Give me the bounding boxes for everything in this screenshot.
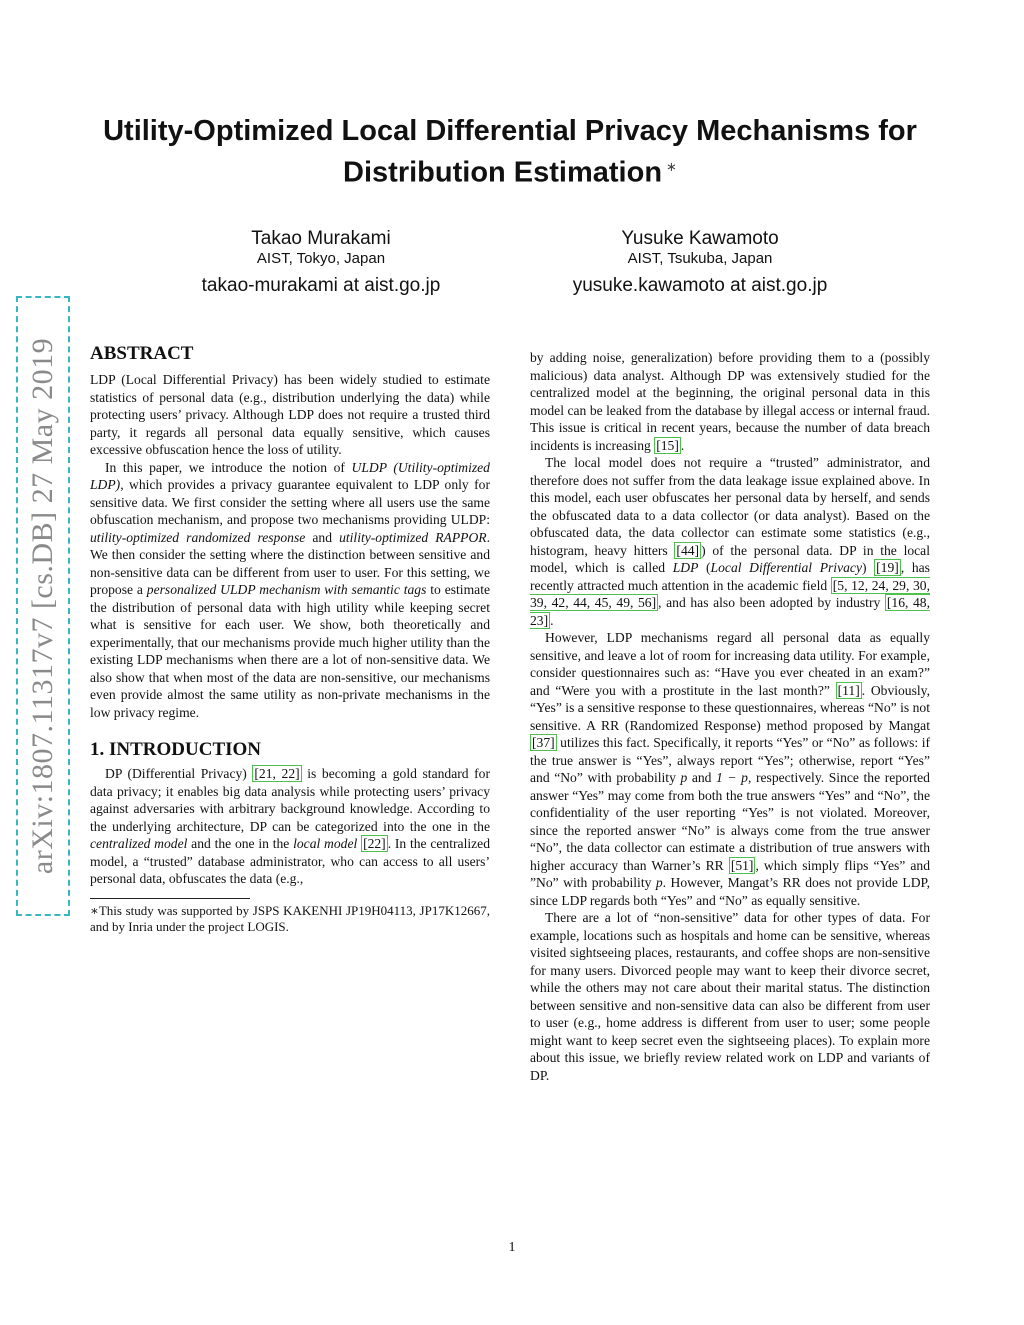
right-paragraph-4: There are a lot of “non-sensitive” data for other types of data. For example, locations such as hospitals and home can be sensitive, whereas visited sightseeing places, restaurants, and coffee shops are non-sensitive for many users. Divorced people may want to keep their divorce secret, while the others may not care about their marital status. The distinction between sensitive and non-sensitive data can also be different from user to user (e.g., home address is different from user to user; some people might want to keep secret even the sightseeing places). To explain more about this issue, we briefly review related work on LDP and variants of DP.	[530, 910, 930, 1083]
arxiv-stamp	[16, 296, 70, 916]
abstract-paragraph-2: In this paper, we introduce the notion of ULDP (Utility-optimized LDP), which provides a privacy guarantee equivalent to LDP only for sensitive data. We first consider the setting where all users use the same obfuscation mechanism, and propose two mechanisms providing ULDP: utility-optimized randomized response and utility-optimized RAPPOR. We then consider the setting where the distinction between sensitive and non-sensitive data can be different from user to user. For this setting, we propose a personalized ULDP mechanism with semantic tags to estimate the distribution of personal data with high utility while keeping secret what is sensitive for each user. We show, both theoretically and experimentally, that our mechanisms provide much higher utility than the existing LDP mechanisms when there are a lot of non-sensitive data. We also show that when most of the data are non-sensitive, our mechanisms even provide almost the same utility as non-private mechanisms in the low privacy regime.	[90, 459, 490, 720]
citation-link[interactable]: [21, 22]	[254, 766, 300, 781]
citation-link[interactable]: [15]	[656, 437, 679, 453]
page-number: 1	[508, 1240, 516, 1255]
right-column	[530, 349, 930, 1084]
citation-link[interactable]: [51]	[730, 857, 754, 873]
citation-link[interactable]: [19]	[876, 560, 899, 575]
author-email: takao-murakami at aist.go.jp	[201, 275, 441, 296]
footnote	[90, 898, 490, 935]
citation-link[interactable]: [5, 12, 24, 29, 30, 39, 42, 44, 45, 49, 56]	[530, 577, 930, 610]
left-column	[90, 343, 490, 935]
title-footnote-mark: ∗	[666, 159, 677, 174]
right-paragraph-3: However, LDP mechanisms regard all personal data as equally sensitive, and leave a lot of room for increasing data utility. For example, consider questionnaires such as: “Have you ever cheated in an exam?” and “Were you with a prostitute in the last month?” [11] . Obviously, “Yes” is a sensitive response to these questionnaires, whereas “No” is not sensitive. A RR (Randomized Response) method proposed by Mangat [37] utilizes this fact. Specifically, it reports “Yes” or “No” as follows: if the true answer is “Yes”, always report “Yes”; otherwise, report “Yes” and “No” with probability p and 1 − p, respectively. Since the reported answer “Yes” may come from both the true answers “Yes” and “No”, the confidentiality of the user reporting “Yes” is not violated. Moreover, since the reported answer “No” is always come from the true answer “No”, the data collector can estimate a distribution of true answers with higher accuracy than Warner’s RR [51] , which simply flips “Yes” and ”No” with probability p. However, Mangat’s RR does not provide LDP, since LDP regards both “Yes” and “No” as equally sensitive.	[530, 630, 931, 908]
author-name: Yusuke Kawamoto	[621, 228, 779, 249]
introduction-heading: 1. INTRODUCTION	[90, 739, 262, 760]
citation-link[interactable]: [11]	[837, 682, 860, 698]
title-line-1: Utility-Optimized Local Differential Privacy Mechanisms for	[103, 115, 917, 147]
footnote-text: ∗This study was supported by JSPS KAKENHI JP19H04113, JP17K12667, and by Inria under the project LOGIS.	[90, 902, 490, 934]
author-block-2	[550, 228, 850, 298]
right-paragraph-1: by adding noise, generalization) before providing them to a (possibly malicious) data analyst. Although DP was extensively studied for the centralized model at the beginning, the original personal data in this model can be leaked from the database by illegal access or internal fraud. This issue is critical in recent years, because the number of data breach incidents is increasing [15] .	[530, 350, 930, 453]
citation-link[interactable]: [37]	[532, 735, 555, 750]
intro-paragraph-1: DP (Differential Privacy) [21, 22] is becoming a gold standard for data privacy; it enables big data analysis while protecting users’ privacy against adversaries with arbitrary background knowledge. According to the underlying architecture, DP can be categorized into the one in the centralized model and the one in the local model [22] . In the centralized model, a “trusted” database administrator, who can access to all users’ personal data, obfuscates the data (e.g.,	[90, 766, 491, 886]
title-line-2: Distribution Estimation	[343, 156, 663, 189]
citation-link[interactable]: [44]	[676, 542, 700, 558]
author-name: Takao Murakami	[251, 228, 391, 249]
author-email: yusuke.kawamoto at aist.go.jp	[572, 275, 828, 296]
author-affiliation: AIST, Tokyo, Japan	[256, 250, 386, 267]
abstract-paragraph-1: LDP (Local Differential Privacy) has been widely studied to estimate statistics of personal data (e.g., distribution underlying the data) while protecting users’ privacy. Although LDP does not require a trusted third party, it regards all personal data equally sensitive, which causes excessive obfuscation hence the loss of utility.	[90, 372, 490, 457]
citation-link[interactable]: [16, 48, 23]	[530, 595, 930, 628]
author-affiliation: AIST, Tsukuba, Japan	[627, 250, 773, 267]
author-block-1	[171, 228, 471, 298]
paper-title	[60, 114, 960, 191]
abstract-heading: ABSTRACT	[90, 343, 194, 364]
footnote-rule	[90, 898, 250, 899]
citation-link[interactable]: [22]	[363, 836, 386, 851]
arxiv-identifier: arXiv:1807.11317v7 [cs.DB] 27 May 2019	[26, 337, 59, 875]
right-paragraph-2: The local model does not require a “trusted” administrator, and therefore does not suffer from the data leakage issue explained above. In this model, each user obfuscates her personal data by herself, and sends the obfuscated data to a data collector (or data analyst). Based on the obfuscated data, the data collector can estimate some statistics (e.g., histogram, heavy hitters [44] ) of the personal data. DP in the local model, which is called LDP (Local Differential Privacy) [19] , has recently attracted much attention in the academic field [5, 12, 24, 29, 30, 39, 42, 44, 45, 49, 56] , and has also been adopted by industry [16, 48, 23] .	[530, 455, 930, 628]
